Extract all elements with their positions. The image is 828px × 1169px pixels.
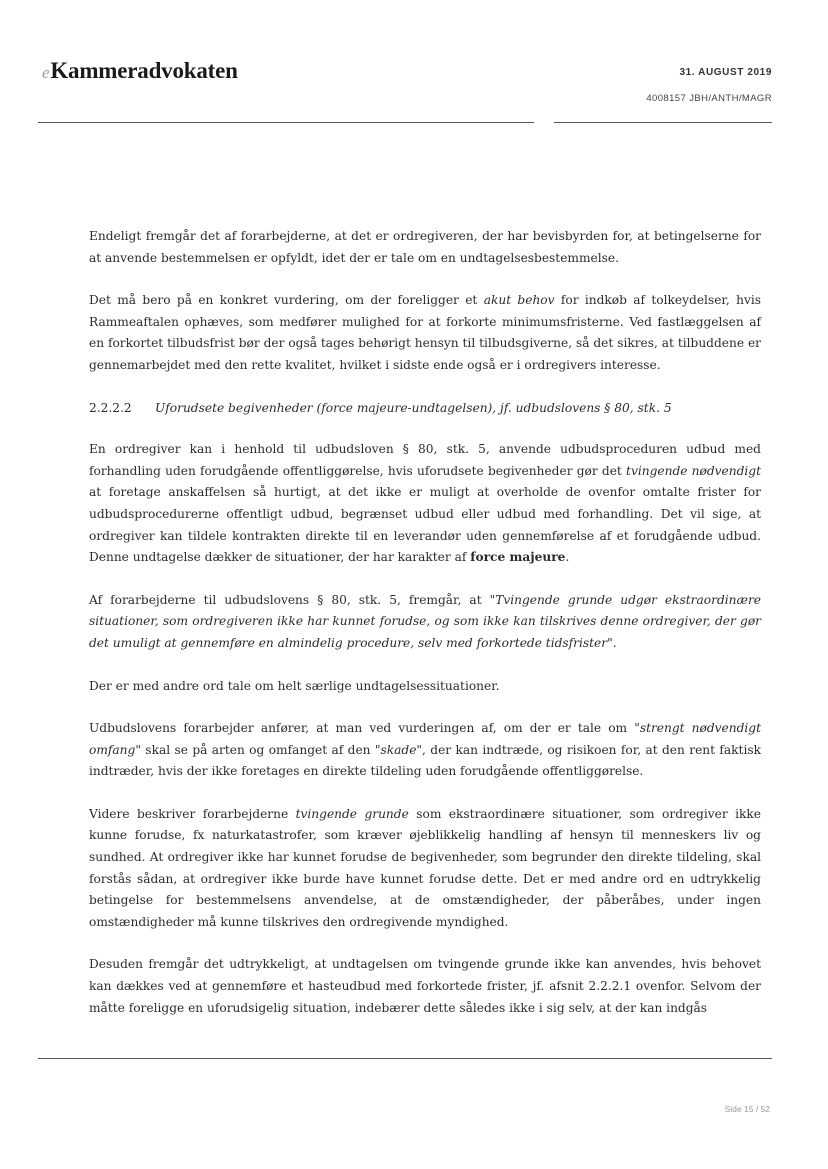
footer-rule [38, 1058, 772, 1059]
paragraph-urgent-tender: Desuden fremgår det udtrykkeligt, at undtagelsen om tvingende grunde ikke kan anvendes, hvis behovet kan dækkes ved at gennemføre et hasteudbud med forkortede frister, jf. afsnit 2.2.2.1 ovenfor. Selvom der måtte foreligge en uforudsigelig situation, indebærer dette således ikke i sig selv, at der kan indgås [89, 957, 761, 1015]
page-number: Side 15 / 52 [724, 1104, 770, 1114]
paragraph-compelling-reasons: Videre beskriver forarbejderne tvingende grunde som ekstraordinære situationer, som ordregiver ikke kunne forudse, fx naturkatastrofer, som kræver øjeblikkelig handling af hensyn til menneskers liv og sundhed. At ordregiver ikke har kunnet forudse de begivenheder, som begrunder den direkte tildeling, skal forstås sådan, at ordregiver ikke burde have kunnet forudse dette. Det er med andre ord en udtrykkelig betingelse for bestemmelsens anvendelse, at de omstændigheder, der påberåbes, under ingen omstændigheder må kunne tilskrives den ordregivende myndighed. [89, 806, 761, 929]
section-number: 2.2.2.2 [89, 400, 132, 415]
header-rule-left [38, 122, 534, 123]
paragraph-preparatory-works: Af forarbejderne til udbudslovens § 80, stk. 5, fremgår, at "Tvingende grunde udgør ekstraordinære situationer, som ordregiveren ikke har kunnet forudse, og som ikke kan tilskrives denne ordregiver, der gør det umuligt at gennemføre en almindelig procedure, selv med forkortede tidsfrister". [89, 592, 761, 650]
paragraph-special-situations: Der er med andre ord tale om helt særlige undtagelsessituationer. [89, 678, 500, 693]
logo-text: Kammeradvokaten [50, 58, 238, 83]
paragraph-strictly-necessary: Udbudslovens forarbejder anfører, at man ved vurderingen af, om der er tale om "strengt nødvendigt omfang" skal se på arten og omfanget af den "skade", der kan indtræde, og risikoen for, at den rent faktisk indtræder, hvis der ikke foretages en direkte tildeling uden forudgående offentliggørelse. [89, 721, 761, 779]
section-title: Uforudsete begivenheder (force majeure-undtagelsen), jf. udbudslovens § 80, stk. 5 [155, 400, 672, 415]
header-rule-right [554, 122, 772, 123]
document-body [89, 226, 761, 1040]
paragraph-acute-need: Det må bero på en konkret vurdering, om der foreligger et akut behov for indkøb af tolkeydelser, hvis Rammeaftalen ophæves, som medfører mulighed for at forkorte minimumsfristerne. Ved fastlæggelsen af en forkortet tilbudsfrist bør der også tages behørigt hensyn til tilbudsgiverne, så det sikres, at tilbuddene er gennemarbejdet med den rette kvalitet, hvilket i sidste ende også er i ordregivers interesse. [89, 293, 761, 372]
paragraph-burden-of-proof: Endeligt fremgår det af forarbejderne, at det er ordregiveren, der har bevisbyrden for, at betingelserne for at anvende bestemmelsen er opfyldt, idet der er tale om en undtagelsesbestemmelse. [89, 229, 761, 265]
document-date: 31. AUGUST 2019 [679, 67, 772, 78]
company-logo [42, 58, 238, 84]
document-reference: 4008157 JBH/ANTH/MAGR [646, 93, 772, 104]
logo-mark: e [42, 63, 50, 82]
section-heading [89, 398, 761, 420]
paragraph-force-majeure: En ordregiver kan i henhold til udbudsloven § 80, stk. 5, anvende udbudsproceduren udbud med forhandling uden forudgående offentliggørelse, hvis uforudsete begivenheder gør det tvingende nødvendigt at foretage anskaffelsen så hurtigt, at det ikke er muligt at overholde de ovenfor omtalte frister for udbudsprocedurerne offentligt udbud, begrænset udbud eller udbud med forhandling. Det vil sige, at ordregiver kan tildele kontrakten direkte til en leverandør uden gennemførelse af et forudgående udbud. Denne undtagelse dækker de situationer, der har karakter af force majeure. [89, 442, 762, 565]
